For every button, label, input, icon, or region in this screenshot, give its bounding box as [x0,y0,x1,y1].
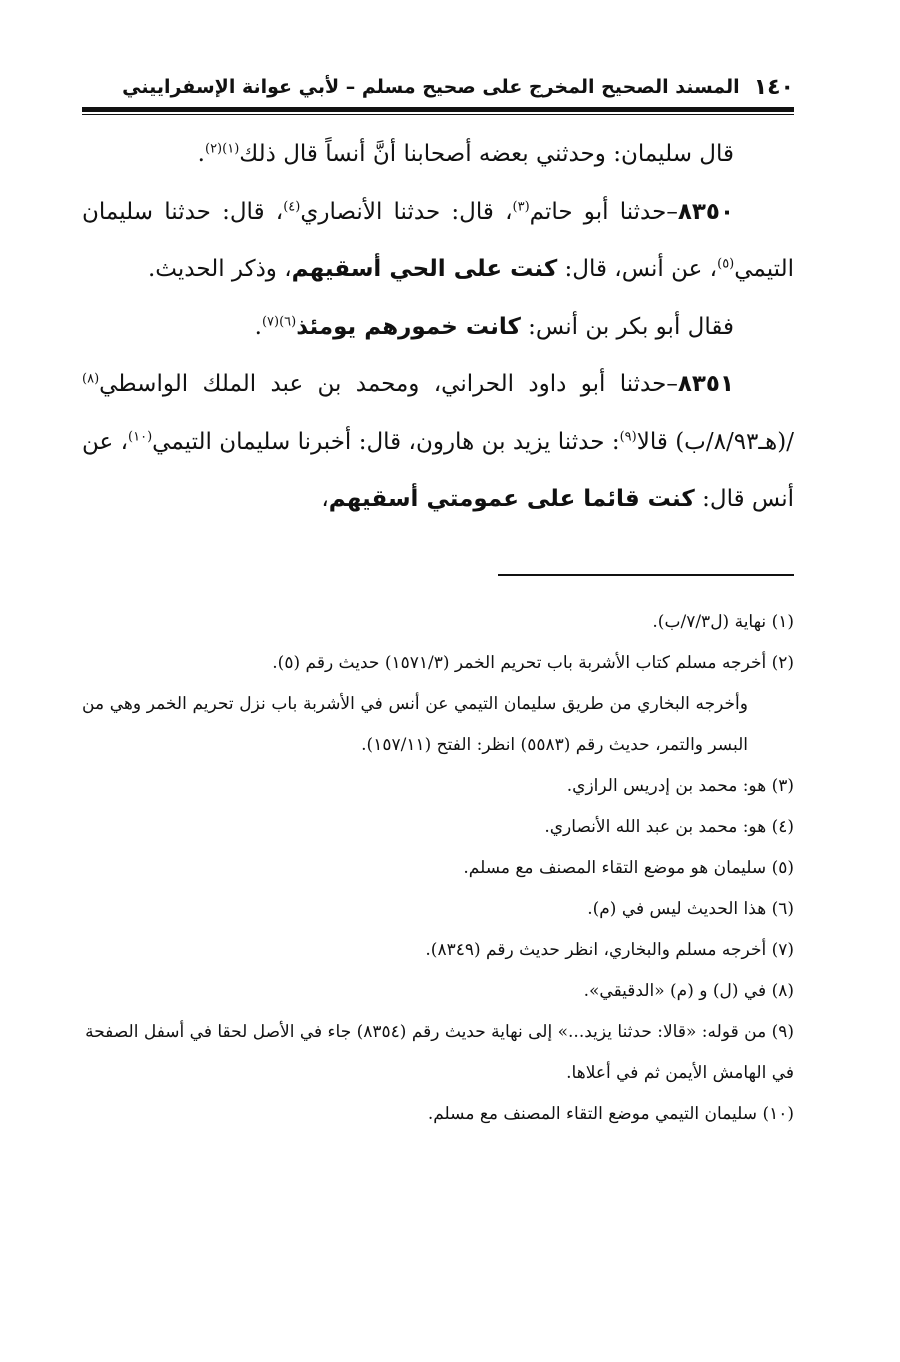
footnote-separator [498,574,794,576]
hadith-number: ٨٣٥١ [677,371,734,397]
text: ، قال: حدثنا سليمان التيمي [82,198,794,282]
text: /(هـ٨/٩٣/ب) قالا [636,428,794,455]
paragraph-1 [82,126,794,184]
running-header [82,70,794,104]
footnote: (٢) أخرجه مسلم كتاب الأشربة باب تحريم الخمر (١٥٧١/٣) حديث رقم (٥). [272,653,794,673]
text: قال سليمان: وحدثني بعضه أصحابنا أنَّ أنساً قال ذلك [239,141,734,167]
footnote: (٤) هو: محمد بن عبد الله الأنصاري. [544,817,794,837]
hadith-8351 [82,356,794,529]
footnote-ref: (٣) [512,198,530,214]
text: ، قال: حدثنا الأنصاري [300,198,513,225]
footnote: (٥) سليمان هو موضع التقاء المصنف مع مسلم. [463,858,794,878]
footnote: (٧) أخرجه مسلم والبخاري، انظر حديث رقم (٨٣٤٩). [425,940,794,960]
footnote: (٩) من قوله: «قالا: حدثنا يزيد...» إلى نهاية حديث رقم (٨٣٥٤) جاء في الأصل لحقا في أسفل الصفحة في الهامش الأيمن ثم في أعلاها. [85,1022,794,1083]
footnote-ref: (١٠) [128,428,153,444]
text: –حدثنا أبو حاتم [529,198,678,225]
text: . [197,141,205,167]
footnote: (١) نهاية (ل٧/٣/ب). [652,612,794,632]
footnote: (١٠) سليمان التيمي موضع التقاء المصنف مع مسلم. [427,1104,794,1124]
text: ، وذكر الحديث. [148,256,292,282]
text: . [254,313,262,340]
book-title: المسند الصحيح المخرج على صحيح مسلم – لأبي عوانة الإسفراييني [122,76,740,98]
hadith-number: ٨٣٥٠ [677,198,734,225]
header-rule-thin [82,114,794,115]
footnote: (٣) هو: محمد بن إدريس الرازي. [566,776,794,796]
matn-bold: كنت قائما على عمومتي أسقيهم [328,486,695,512]
footnote-ref: (١)(٢) [204,141,240,157]
text: : حدثنا يزيد بن هارون، قال: أخبرنا سليمان التيمي [152,428,620,455]
text: ، عن أنس قال: [82,428,794,512]
footnote-ref: (٨) [82,371,100,387]
text: –حدثنا أبو داود الحراني، ومحمد بن عبد الملك الواسطي [99,371,678,397]
paragraph-3 [82,299,794,357]
footnote-ref: (٦)(٧) [261,313,297,329]
main-text [82,126,794,529]
page-number: ١٤٠ [753,74,794,100]
footnote-ref: (٥) [717,256,735,272]
footnotes [82,602,794,1135]
hadith-8350 [82,184,794,299]
text: ، [321,486,329,512]
footnote-continuation: وأخرجه البخاري من طريق سليمان التيمي عن أنس في الأشربة باب نزل تحريم الخمر وهي من البسر والتمر، حديث رقم (٥٥٨٣) انظر: الفتح (١٥٧/١١). [82,694,748,755]
matn-bold: كنت على الحي أسقيهم [291,256,558,282]
footnote: (٦) هذا الحديث ليس في (م). [587,899,794,919]
footnote: (٨) في (ل) و (م) «الدقيقي». [583,981,794,1001]
matn-bold: كانت خمورهم يومئذ [296,313,521,340]
text: فقال أبو بكر بن أنس: [520,313,734,340]
footnote-ref: (٩) [619,428,637,444]
header-rule-thick [82,107,794,112]
footnote-ref: (٤) [283,198,301,214]
text: ، عن أنس، قال: [557,256,718,282]
